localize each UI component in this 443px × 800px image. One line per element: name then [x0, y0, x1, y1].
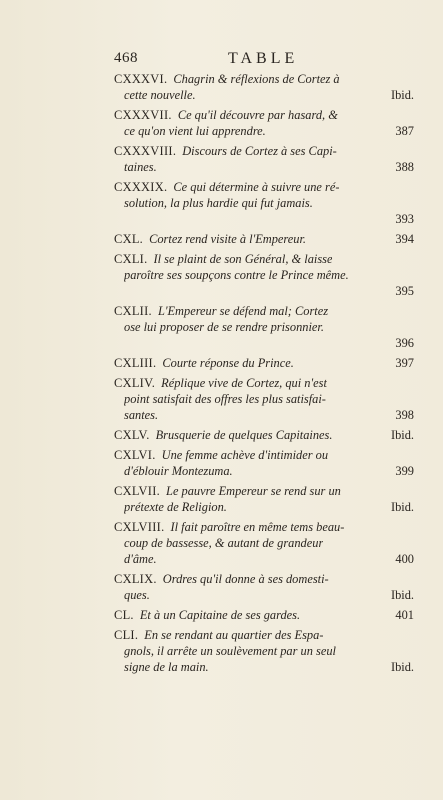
toc-entry: [114, 355, 414, 371]
chapter-summary: Ordres qu'il donne à ses domesti-: [162, 572, 329, 586]
page-reference: Ibid.: [390, 588, 414, 602]
toc-entry-line: [114, 463, 414, 479]
page-reference: 397: [395, 356, 414, 370]
page-reference: 388: [395, 160, 414, 174]
toc-entry: [114, 107, 414, 139]
toc-entry-line: [114, 643, 414, 659]
chapter-number: CLI.: [114, 628, 139, 642]
chapter-number: CXXXVII.: [114, 108, 172, 122]
toc-entry: [114, 71, 414, 103]
running-title: TABLE: [228, 50, 299, 67]
chapter-summary: cette nouvelle.: [124, 88, 196, 102]
chapter-summary: Réplique vive de Cortez, qui n'est: [161, 376, 327, 390]
toc-entry: [114, 179, 414, 227]
chapter-summary: Brusquerie de quelques Capitaines.: [155, 428, 333, 442]
toc-entry-line: [114, 267, 414, 283]
chapter-summary: point satisfait des offres les plus satisfai-: [124, 392, 326, 406]
chapter-summary: Et à un Capitaine de ses gardes.: [139, 608, 301, 622]
chapter-summary: L'Empereur se défend mal; Cortez: [157, 304, 329, 318]
page-number: 468: [114, 50, 138, 66]
chapter-summary: Courte réponse du Prince.: [162, 356, 294, 370]
chapter-summary: gnols, il arrête un soulèvement par un seul: [124, 644, 336, 658]
toc-entry-line: [114, 143, 414, 159]
toc-entry: [114, 447, 414, 479]
toc-entry: [114, 303, 414, 351]
chapter-number: CXLVIII.: [114, 520, 165, 534]
toc-entry-line: [114, 571, 414, 587]
toc-entry-line: [114, 627, 414, 643]
chapter-summary: paroître ses soupçons contre le Prince même.: [124, 268, 349, 282]
toc-entry-line: [114, 231, 414, 247]
chapter-summary: Ce qui détermine à suivre une ré-: [173, 180, 340, 194]
toc-entry-line: [114, 303, 414, 319]
chapter-summary: Cortez rend visite à l'Empereur.: [149, 232, 307, 246]
toc-entry-line: [114, 407, 414, 423]
toc-entry: [114, 627, 414, 675]
toc-entry: [114, 375, 414, 423]
page-reference: Ibid.: [390, 88, 414, 102]
chapter-summary: En se rendant au quartier des Espa-: [144, 628, 324, 642]
chapter-number: CXLIX.: [114, 572, 157, 586]
chapter-summary: d'éblouir Montezuma.: [124, 464, 233, 478]
toc-entry-line: [114, 391, 414, 407]
toc-entry-line: [114, 375, 414, 391]
page-reference: Ibid.: [390, 428, 414, 442]
toc-entry-line: [114, 483, 414, 499]
page-reference: 400: [395, 552, 414, 566]
toc-entry-line: [114, 107, 414, 123]
page-reference: 394: [395, 232, 414, 246]
chapter-number: CXXXIX.: [114, 180, 168, 194]
toc-entry-line: [114, 551, 414, 567]
chapter-number: CXXXVI.: [114, 72, 168, 86]
toc-entry-line: [114, 427, 414, 443]
page-reference: Ibid.: [390, 660, 414, 674]
toc-entry: [114, 231, 414, 247]
toc-entry-line: [114, 659, 414, 675]
page-reference: 395: [395, 284, 414, 298]
chapter-number: CXLI.: [114, 252, 148, 266]
chapter-summary: Une femme achève d'intimider ou: [161, 448, 329, 462]
toc-entry-line: [114, 587, 414, 603]
page-reference: 401: [395, 608, 414, 622]
chapter-summary: prétexte de Religion.: [124, 500, 227, 514]
page-header: [114, 50, 414, 72]
chapter-number: CXLVI.: [114, 448, 156, 462]
chapter-summary: Discours de Cortez à ses Capi-: [182, 144, 337, 158]
toc-entry-line: [114, 519, 414, 535]
toc-entry-line: [114, 607, 414, 623]
chapter-summary: ce qu'on vient lui apprendre.: [124, 124, 266, 138]
toc-entry-line: [114, 251, 414, 267]
toc-entry-line: [114, 71, 414, 87]
page-reference: Ibid.: [390, 500, 414, 514]
chapter-summary: Le pauvre Empereur se rend sur un: [166, 484, 341, 498]
toc-entry: [114, 483, 414, 515]
toc-entry-line: [114, 87, 414, 103]
toc-entry-line: [114, 123, 414, 139]
toc-entry: [114, 251, 414, 299]
chapter-number: CXLII.: [114, 304, 152, 318]
chapter-summary: solution, la plus hardie qui fut jamais.: [124, 196, 313, 210]
toc-entry-line: [114, 159, 414, 175]
toc-entry-line: [114, 179, 414, 195]
toc-entry: [114, 607, 414, 623]
page-reference: 398: [395, 408, 414, 422]
chapter-summary: Chagrin & réflexions de Cortez à: [173, 72, 340, 86]
chapter-number: CXLV.: [114, 428, 150, 442]
chapter-number: CXLIII.: [114, 356, 157, 370]
page-reference: 387: [395, 124, 414, 138]
page-reference: 393: [395, 212, 414, 226]
chapter-summary: taines.: [124, 160, 157, 174]
chapter-summary: coup de bassesse, & autant de grandeur: [124, 536, 324, 550]
chapter-number: CXLIV.: [114, 376, 156, 390]
chapter-number: CXLVII.: [114, 484, 161, 498]
table-of-contents: [114, 71, 414, 679]
chapter-number: CXL.: [114, 232, 144, 246]
chapter-summary: santes.: [124, 408, 159, 422]
page-reference: 399: [395, 464, 414, 478]
toc-entry: [114, 427, 414, 443]
chapter-summary: d'âme.: [124, 552, 157, 566]
page-reference: 396: [395, 336, 414, 350]
toc-entry-line: [114, 355, 414, 371]
toc-entry-line: [114, 447, 414, 463]
toc-entry: [114, 571, 414, 603]
chapter-number: CXXXVIII.: [114, 144, 177, 158]
toc-entry-line: [114, 499, 414, 515]
chapter-summary: Il se plaint de son Général, & laisse: [153, 252, 333, 266]
chapter-summary: Ce qu'il découvre par hasard, &: [177, 108, 338, 122]
toc-entry-line: [114, 319, 414, 335]
toc-entry: [114, 143, 414, 175]
toc-entry-line: [114, 535, 414, 551]
toc-entry-line: [114, 195, 414, 211]
chapter-summary: Il fait paroître en même tems beau-: [170, 520, 345, 534]
chapter-number: CL.: [114, 608, 134, 622]
chapter-summary: ques.: [124, 588, 150, 602]
chapter-summary: signe de la main.: [124, 660, 209, 674]
chapter-summary: ose lui proposer de se rendre prisonnier.: [124, 320, 324, 334]
toc-entry: [114, 519, 414, 567]
